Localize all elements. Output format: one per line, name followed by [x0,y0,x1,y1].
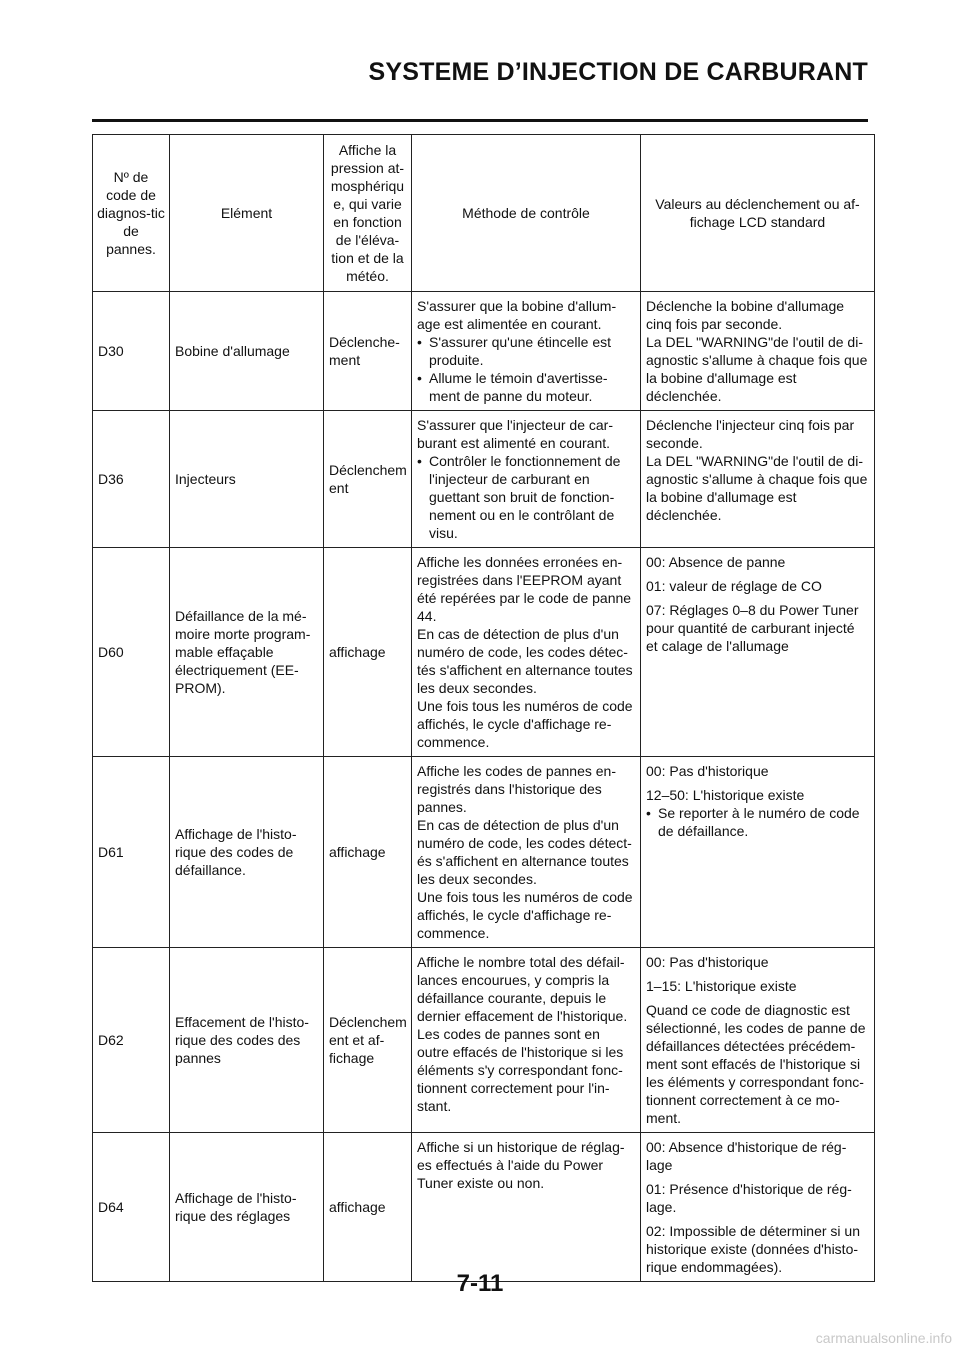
value-line: 00: Absence de panne [646,554,786,570]
row-element: Bobine d'allumage [170,292,324,411]
value-bullet: • Se reporter à le numéro de code de défaillance. [646,805,860,839]
value-line: 01: Présence d'historique de rég-lage. [646,1181,852,1215]
row-element: Injecteurs [170,411,324,548]
header-values: Valeurs au déclenchement ou af-fichage LCD standard [641,135,875,292]
value-line: Quand ce code de diagnostic est sélectionné, les codes de panne de défaillances détectées précédem-ment sont effacés de l'historique si les éléments y correspondant fonc-tionnent correctement à ce mo-ment. [646,1002,866,1126]
table-row [93,757,875,948]
row-display: affichage [324,757,412,948]
row-values [641,292,875,411]
method-line: Affiche les données erronées en-registrées dans l'EEPROM ayant été repérées par le code de panne 44. [417,554,632,624]
value-line: 07: Réglages 0–8 du Power Tuner pour quantité de carburant injecté et calage de l'allumage [646,602,859,654]
diagnostic-table [92,134,875,1282]
row-element: Affichage de l'histo-rique des réglages [170,1133,324,1282]
header-element: Elément [170,135,324,292]
row-values [641,757,875,948]
row-display: Déclenchem ent [324,411,412,548]
header-code: Nº de code de diagnos-tic de pannes. [93,135,170,292]
method-line: Affiche les codes de pannes en-registrés dans l'historique des pannes. [417,763,616,815]
row-method [412,292,641,411]
table-row [93,411,875,548]
row-code: D30 [93,292,170,411]
method-line: En cas de détection de plus d'un numéro de code, les codes détec-tés s'affichent en alternance toutes les deux secondes. [417,626,633,696]
table-row [93,548,875,757]
table-row [93,948,875,1133]
method-line: Affiche le nombre total des défail-lances encourues, y compris la défaillance courante, depuis le dernier effacement de l'historique. [417,954,628,1024]
row-method [412,948,641,1133]
value-line: La DEL "WARNING"de l'outil de di-agnostic s'allume à chaque fois que la bobine d'allumage est déclenchée. [646,453,868,523]
method-bullet: • Contrôler le fonctionnement de l'injecteur de carburant en guettant son bruit de fonction-nement ou en le contrôlant de visu. [417,453,621,541]
row-element: Défaillance de la mé-moire morte program-mable effaçable électriquement (EE-PROM). [170,548,324,757]
row-method [412,757,641,948]
row-method [412,548,641,757]
method-line: Une fois tous les numéros de code affichés, le cycle d'affichage re-commence. [417,698,633,750]
method-line: Les codes de pannes sont en outre effacés de l'historique si les éléments s'y correspondant fonc-tionnent correctement pour l'in-stant. [417,1026,624,1114]
row-method [412,411,641,548]
row-code: D64 [93,1133,170,1282]
row-display: Déclenche-ment [324,292,412,411]
value-line: 00: Absence d'historique de rég-lage [646,1139,847,1173]
table-row [93,1133,875,1282]
title-rule [92,119,868,122]
method-bullet: • S'assurer qu'une étincelle est produite. [417,334,612,368]
value-line: 12–50: L'historique existe [646,787,805,803]
value-line: Déclenche la bobine d'allumage cinq fois par seconde. [646,298,845,332]
value-line: 1–15: L'historique existe [646,978,797,994]
page-title: SYSTEME D’INJECTION DE CARBURANT [368,58,868,86]
row-values [641,1133,875,1282]
header-display: Affiche la pression at-mosphériqu e, qui varie en fonction de l'éléva-tion et de la météo. [324,135,412,292]
row-display: affichage [324,1133,412,1282]
header-method: Méthode de contrôle [412,135,641,292]
value-line: 00: Pas d'historique [646,763,769,779]
value-line: 00: Pas d'historique [646,954,769,970]
table-row [93,292,875,411]
page-number: 7-11 [456,1270,504,1297]
value-line: Déclenche l'injecteur cinq fois par seconde. [646,417,855,451]
row-values [641,548,875,757]
row-method [412,1133,641,1282]
row-element: Affichage de l'histo-rique des codes de défaillance. [170,757,324,948]
row-values [641,411,875,548]
row-code: D36 [93,411,170,548]
method-intro: S'assurer que la bobine d'allum-age est alimentée en courant. [417,298,617,332]
row-code: D62 [93,948,170,1133]
method-line: Une fois tous les numéros de code affichés, le cycle d'affichage re-commence. [417,889,633,941]
method-intro: S'assurer que l'injecteur de car-burant est alimenté en courant. [417,417,613,451]
method-line: En cas de détection de plus d'un numéro de code, les codes détect-és s'affichent en alternance toutes les deux secondes. [417,817,632,887]
row-code: D60 [93,548,170,757]
value-line: 02: Impossible de déterminer si un historique existe (données d'histo-rique endommagées). [646,1223,860,1275]
row-display: affichage [324,548,412,757]
method-bullet: • Allume le témoin d'avertisse-ment de panne du moteur. [417,370,608,404]
table-header-row [93,135,875,292]
row-display: Déclenchem ent et af-fichage [324,948,412,1133]
value-line: 01: valeur de réglage de CO [646,578,822,594]
row-code: D61 [93,757,170,948]
row-element: Effacement de l'histo-rique des codes des pannes [170,948,324,1133]
value-line: La DEL "WARNING"de l'outil de di-agnostic s'allume à chaque fois que la bobine d'allumage est déclenchée. [646,334,868,404]
watermark[interactable]: carmanualsonline.info [815,1330,952,1346]
row-values [641,948,875,1133]
method-line: Affiche si un historique de réglag-es effectués à l'aide du Power Tuner existe ou non. [417,1139,625,1191]
